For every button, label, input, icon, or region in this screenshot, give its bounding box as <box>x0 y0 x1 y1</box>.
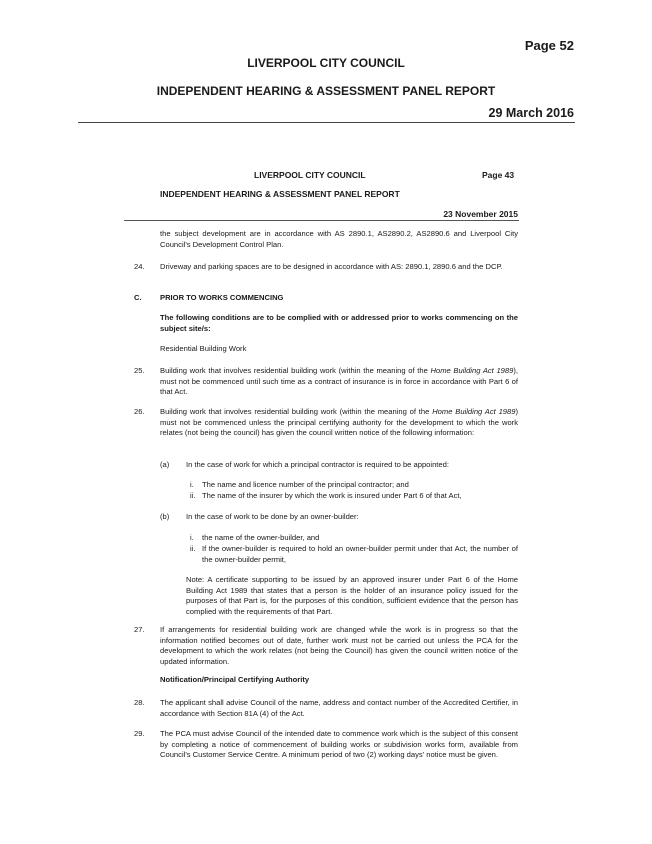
section-title: PRIOR TO WORKS COMMENCING <box>160 293 284 302</box>
condition-number: 24. <box>134 262 145 271</box>
condition-text: The applicant shall advise Council of the name, address and contact number of the Accredited Certifier, in accordance with Section 81A (4) of the Act. <box>160 698 518 718</box>
act-name: Home Building Act 1989 <box>430 366 514 375</box>
condition-text: Building work that involves residential building work (within the meaning of the Home Building Act 1989) must not be commenced unless the principal certifying authority for the development to which the work relates (not being the council) has given the council written notice of the following information: <box>160 407 518 438</box>
subitem-label: ii. <box>190 491 196 500</box>
subitem-label: i. <box>190 533 194 542</box>
continuation-paragraph: the subject development are in accordance with AS 2890.1, AS2890.2, AS2890.6 and Liverpool City Council's Development Control Plan. <box>160 229 518 249</box>
section-letter: C. <box>134 293 142 302</box>
condition-text: If arrangements for residential building work are changed while the work is in progress so that the information notified becomes out of date, further work must not be carried out unless the PCA for the development to which the work relates (not being the Council) has given the council written notice of the updated information. <box>160 625 518 666</box>
subitem-text: If the owner-builder is required to hold an owner-builder permit under that Act, the number of the owner-builder permit, <box>202 544 518 564</box>
inner-council-name: LIVERPOOL CITY COUNCIL <box>254 170 366 180</box>
condition-number: 25. <box>134 366 145 375</box>
note-paragraph: Note: A certificate supporting to be issued by an approved insurer under Part 6 of the Home Building Act 1989 that states that a person is the holder of an insurance policy issued for the purposes of that Part is, for the purposes of this condition, sufficient evidence that the person has complied with the requirements of that Part. <box>186 575 518 616</box>
condition-number: 27. <box>134 625 145 634</box>
subitem-text: The name of the insurer by which the work is insured under Part 6 of that Act, <box>202 491 462 500</box>
item-text: In the case of work to be done by an owner-builder: <box>186 512 359 521</box>
item-label: (b) <box>160 512 170 521</box>
condition-text: The PCA must advise Council of the intended date to commence work which is the subject of this consent by completing a notice of commencement of building works or subdivision works form, available from Council's Customer Service Centre. A minimum period of two (2) working days' notice must be given. <box>160 729 518 760</box>
report-date: 29 March 2016 <box>488 106 574 120</box>
condition-number: 28. <box>134 698 145 707</box>
item-text: In the case of work for which a principal contractor is required to be appointed: <box>186 460 449 469</box>
header-rule <box>78 122 575 123</box>
page-number: Page 52 <box>524 38 574 53</box>
inner-report-title: INDEPENDENT HEARING & ASSESSMENT PANEL REPORT <box>160 189 400 199</box>
council-name: LIVERPOOL CITY COUNCIL <box>247 56 405 70</box>
condition-number: 29. <box>134 729 145 738</box>
condition-text: Building work that involves residential building work (within the meaning of the Home Building Act 1989), must not be commenced until such time as a contract of insurance is in force in accordance with Part 6 of that Act. <box>160 366 518 397</box>
condition-number: 26. <box>134 407 145 416</box>
subheading: Notification/Principal Certifying Authority <box>160 675 310 684</box>
act-name: Home Building Act 1989 <box>432 407 516 416</box>
section-intro: The following conditions are to be complied with or addressed prior to works commencing on the subject site/s: <box>160 313 518 333</box>
subitem-text: the name of the owner-builder, and <box>202 533 320 542</box>
inner-header-rule <box>124 220 519 221</box>
inner-page-number: Page 43 <box>482 170 515 180</box>
condition-text: Driveway and parking spaces are to be designed in accordance with AS: 2890.1, 2890.6 and the DCP. <box>160 262 503 271</box>
item-label: (a) <box>160 460 170 469</box>
report-title: INDEPENDENT HEARING & ASSESSMENT PANEL REPORT <box>156 84 496 98</box>
subheading: Residential Building Work <box>160 344 247 353</box>
subitem-label: ii. <box>190 544 196 553</box>
subitem-label: i. <box>190 480 194 489</box>
subitem-text: The name and licence number of the principal contractor; and <box>202 480 409 489</box>
inner-report-date: 23 November 2015 <box>443 209 518 219</box>
